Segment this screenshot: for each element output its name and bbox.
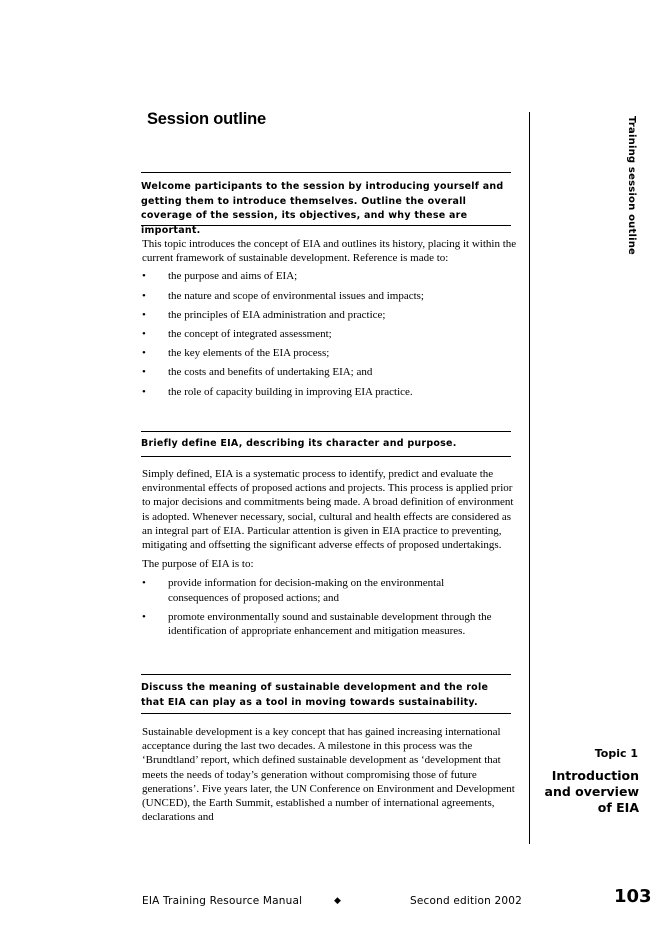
footer-manual-title: EIA Training Resource Manual xyxy=(142,895,303,907)
bullet-icon: • xyxy=(142,347,146,360)
intro-section xyxy=(142,237,518,399)
bullet-icon: • xyxy=(142,270,146,283)
side-section-label: Training session outline xyxy=(626,116,637,255)
purpose-lead: The purpose of EIA is to: xyxy=(142,558,254,571)
list-item: • the key elements of the EIA process; xyxy=(142,347,330,360)
instruction-box-sustainable xyxy=(141,674,511,714)
list-item: • the principles of EIA administration and practice; xyxy=(142,308,386,321)
list-item: • the nature and scope of environmental issues and impacts; xyxy=(142,289,424,302)
sustainable-section xyxy=(142,725,518,824)
definition-section xyxy=(142,467,518,638)
page-title: Session outline xyxy=(147,110,266,128)
bullet-icon: • xyxy=(142,289,146,302)
list-item: • the role of capacity building in improving EIA practice. xyxy=(142,385,413,398)
instruction-text: Discuss the meaning of sustainable development and the role that EIA can play as a tool in moving towards sustainability. xyxy=(141,682,489,708)
topic-number: Topic 1 xyxy=(594,747,638,760)
bullet-icon: • xyxy=(142,308,146,321)
list-item: • the costs and benefits of undertaking EIA; and xyxy=(142,366,373,379)
list-item: • provide information for decision-making on the environmental consequences of proposed actions; and xyxy=(142,577,445,604)
instruction-box-welcome xyxy=(141,172,511,236)
vertical-rule xyxy=(529,112,530,844)
bullet-icon: • xyxy=(142,366,146,379)
instruction-box-define xyxy=(141,431,511,457)
instruction-text: Briefly define EIA, describing its character and purpose. xyxy=(141,438,457,449)
footer-edition: Second edition 2002 xyxy=(410,895,522,907)
list-item: • the concept of integrated assessment; xyxy=(142,328,332,341)
bullet-icon: • xyxy=(142,577,146,590)
list-item: • promote environmentally sound and sustainable development through the identification of appropriate enhancement and mitigation measures. xyxy=(142,610,492,638)
instruction-text: Welcome participants to the session by introducing yourself and getting them to introduce themselves. Outline the overall coverage of the session, its objectives, and why these are important. xyxy=(141,181,504,236)
bullet-icon: • xyxy=(142,328,146,341)
page-number: 103 xyxy=(614,886,652,907)
intro-paragraph: This topic introduces the concept of EIA and outlines its history, placing it within the current framework of sustainable development. Reference is made to: xyxy=(142,238,517,265)
sustainable-paragraph: Sustainable development is a key concept that has gained increasing international acceptance during the last two decades. A milestone in this process was the ‘Brundtland’ report, which defined sustainable development as ‘development that meets the needs of today’s generation without compromising those of future generations’. Five years later, the UN Conference on Environment and Development (UNCED), the Earth Summit, established a number of international agreements, declarations and xyxy=(142,726,515,824)
bullet-icon: • xyxy=(142,610,146,623)
definition-paragraph: Simply defined, EIA is a systematic process to identify, predict and evaluate the environmental effects of proposed actions and projects. This process is applied prior to major decisions and commitments being made. A broad definition of environment is adopted. Whenever necessary, social, cultural and health effects are considered as an integral part of EIA. Particular attention is given in EIA practice to preventing, mitigating and offsetting the significant adverse effects of proposed undertakings. xyxy=(142,468,514,552)
list-item: • the purpose and aims of EIA; xyxy=(142,270,298,283)
intro-bullet-list xyxy=(142,269,518,398)
diamond-icon: ◆ xyxy=(334,896,342,906)
topic-title: Introduction and overview of EIA xyxy=(544,768,639,815)
bullet-icon: • xyxy=(142,385,146,398)
purpose-bullet-list xyxy=(142,576,518,638)
